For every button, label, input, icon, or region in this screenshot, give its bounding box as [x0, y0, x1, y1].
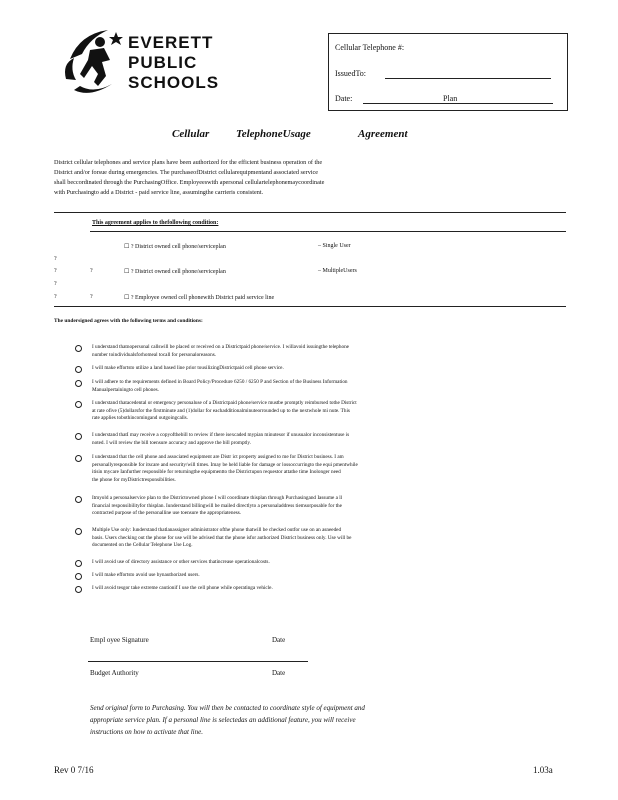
bullet-icon: [75, 433, 82, 440]
intro-line-2: District and/or forsue during emergencies. The purchaseofDistrict cellularequipmentand associated service: [54, 169, 319, 176]
condition-item: I understand that the cell phone and associated equipment are Distr ict property assigned to me for District business. I am personallyresponsible for itscare and security/will times. Imay be held liable for damage or lossoccurringto the equi pmentwhile itisin mycare Ianfurther responsible for returningthe equipmentto the Districtupon requestor attathe time Inolonger need the phone for myDistrictresponsibilities.: [92, 454, 358, 483]
intro-line-4: with Purchasingto add a District - paid service line, assumingthe carrieris consistent.: [54, 189, 264, 196]
divider-3: [54, 306, 566, 307]
option-multiple-users-suffix: – MultipleUsers: [318, 268, 357, 274]
bullet-icon: [75, 455, 82, 462]
bullet-icon: [75, 586, 82, 593]
bullet-icon: [75, 528, 82, 535]
instruction-line-1: Send original form to Purchasing. You will then be contacted to coordinate style of equipment and: [90, 704, 365, 712]
bullet-icon: [75, 380, 82, 387]
applies-heading: This agreement applies to thefollowing condition:: [92, 220, 219, 226]
divider-2: [90, 231, 566, 232]
condition-item: I understand thatacedental or emergency personaluse of a Districtpaid phone/service mustbe promptly reimbursed tothe District at rate ofive (5)dollarsfor the firstminute and (1)dollar for eachadditionalminuteorrounded up to the nextwhole mi nute. This rate applies tobothincomingand outgoingcalls.: [92, 400, 357, 421]
condition-item: I will adhere to the requirements defined in Board Policy/Procedure 6250 / 6250 P and Section of the Business Information Manualpertainingto cell phones.: [92, 379, 348, 393]
option-employee-owned[interactable]: ☐ ? Employee owned cell phonewith District paid service line: [124, 295, 275, 301]
budget-date-label: Date: [272, 669, 286, 677]
condition-item: Itmyold a personalservice plan to the Districtowned phone I will coordinate thisplan through Purchasingand Iassume a ll financial responsibilityfor thisplan. Iunderstand billingwill be mailed directlyto a personaladdress tiemsorposable for the contracted purpose of the personalline use toensure the appropriateness.: [92, 495, 343, 516]
logo-line-3: SCHOOLS: [128, 73, 220, 92]
marker: ?: [54, 268, 57, 274]
marker: ?: [54, 294, 57, 300]
everett-logo: [60, 24, 230, 99]
issued-to-field[interactable]: [385, 78, 551, 79]
marker: ?: [90, 294, 93, 300]
intro-line-1: District cellular telephones and service plans have been authorized for the efficient business operation of the: [54, 159, 323, 166]
condition-item: Multiple Use only: Iunderstand thatlanassigner administrator ofthe phone thatwill be checked outfor use on an asneeded basis. Users checking out the phone for use will be advised that the phone isfor authorized District business only. Use will be documented on the Cellular Telephone Use Log.: [92, 527, 352, 548]
runner-emblem-icon: [60, 24, 130, 99]
logo-line-1: EVERETT: [128, 33, 214, 52]
date-label: Date:: [335, 94, 353, 103]
bullet-icon: [75, 366, 82, 373]
option-single-user[interactable]: ☐ ? District owned cell phone/serviceplan: [124, 244, 226, 250]
bullet-icon: [75, 560, 82, 567]
condition-item: I will make effortsto avoid use bynauthorized users.: [92, 572, 200, 578]
employee-signature-label: Empl oyee Signature: [90, 636, 149, 644]
header-info-box: [328, 33, 568, 111]
condition-item: I will avoid tesgor take extreme cautionif I use the cell phone while operatinga vehicle.: [92, 585, 273, 591]
option-multiple-users[interactable]: ☐ ? District owned cell phone/serviceplan: [124, 269, 226, 275]
undersigned-heading: The undersigned agrees with the following terms and conditions:: [54, 318, 203, 324]
bullet-icon: [75, 496, 82, 503]
condition-item: I will make effortsto utilize a land based line prior tousilizingDistrictpaid cell phone service.: [92, 365, 284, 371]
phone-number-label: Cellular Telephone #:: [335, 43, 405, 52]
form-code: 1.03a: [533, 765, 553, 775]
bullet-icon: [75, 345, 82, 352]
instruction-line-3: instructions on how to activate that line.: [90, 728, 203, 736]
bullet-icon: [75, 401, 82, 408]
marker: ?: [54, 256, 57, 262]
document-title: [0, 128, 618, 144]
signature-date-label: Date: [272, 636, 286, 644]
option-single-user-suffix: – Single User: [318, 243, 351, 249]
condition-item: I understand thatnopersonal callswill be placed or received on a Districtpaid phone/service. I willavoid issuingthe telephone number toindividualsforhomeal tocall for personaloreasons.: [92, 344, 349, 358]
marker: ?: [54, 281, 57, 287]
title-word-2: TelephoneUsage: [236, 128, 311, 140]
date-field[interactable]: [363, 103, 553, 104]
title-word-3: Agreement: [358, 128, 408, 140]
budget-signature-line[interactable]: [88, 661, 308, 662]
title-word-1: Cellular: [172, 128, 210, 140]
condition-item: I will avoid use of directory assistance or other services thatincrease operationalcosts.: [92, 559, 270, 565]
budget-authority-label: Budget Authority: [90, 669, 139, 677]
plan-label: Plan: [443, 94, 458, 103]
intro-line-3: shall beccordinated through the PurchasingOffice. Employeeswith apersonal cellulartelephonemaycoordinate: [54, 179, 325, 186]
instruction-line-2: appropriate service plan. If a personal line is selectedas an additional feature, you will receive: [90, 716, 356, 724]
logo-line-2: PUBLIC: [128, 53, 198, 72]
revision-label: Rev 0 7/16: [54, 765, 94, 775]
marker: ?: [90, 268, 93, 274]
divider-1: [54, 212, 566, 213]
issued-to-label: IssuedTo:: [335, 69, 366, 78]
condition-item: I understand thatI may receive a copyofthebill to review if there isexcaded mypian minutesor if unusualor inconsistentuse is noted. I will review the bill toensure accuracy and approve the bill promptly.: [92, 432, 350, 446]
bullet-icon: [75, 573, 82, 580]
